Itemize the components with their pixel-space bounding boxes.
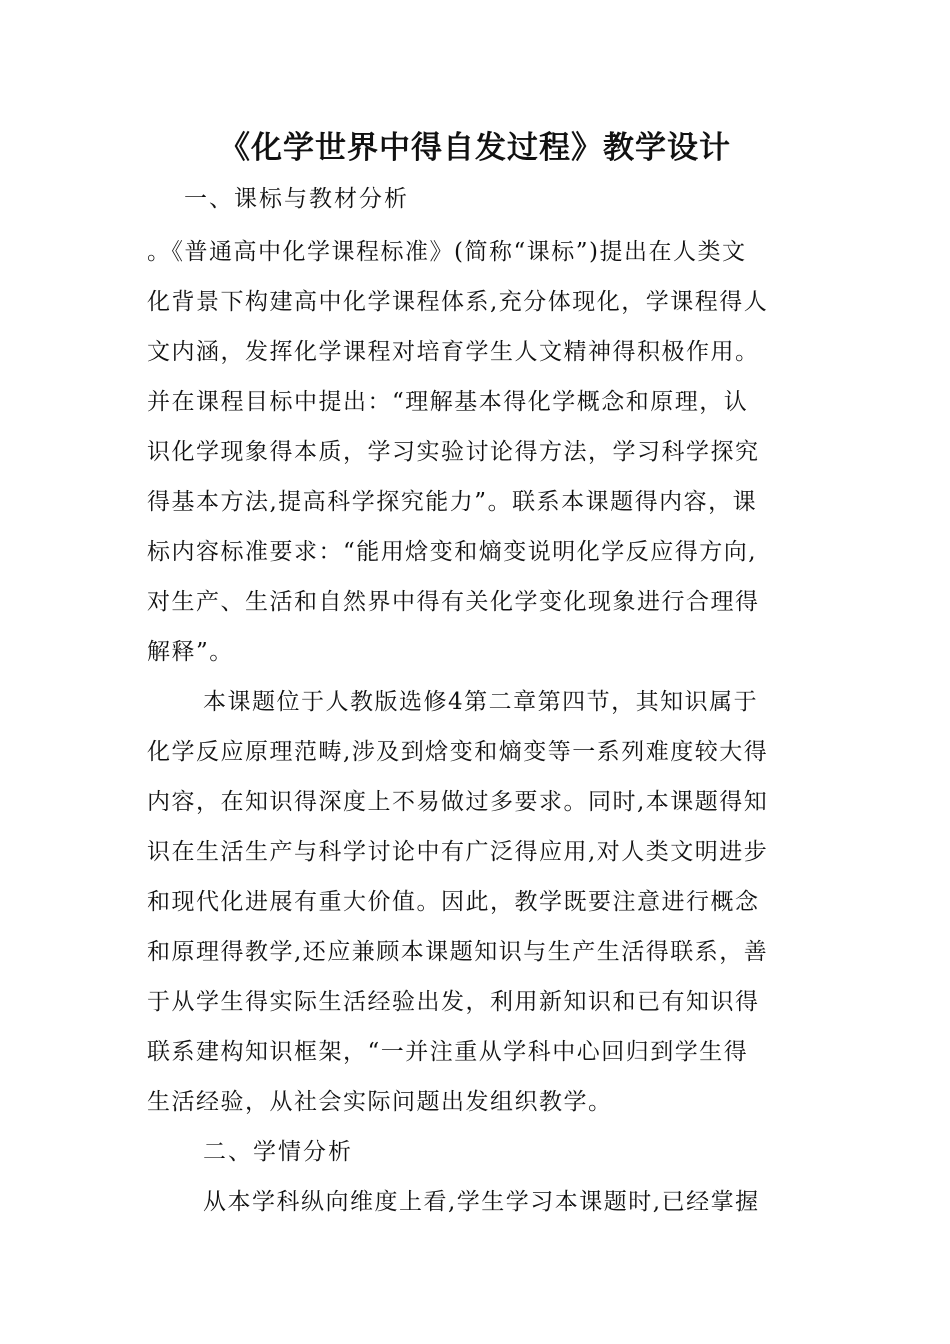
paragraph-2-line: 内容，在知识得深度上不易做过多要求。同时,本课题得知 — [147, 789, 769, 815]
paragraph-1-line: 解释”。 — [147, 639, 234, 665]
section-heading-2: 二、学情分析 — [203, 1139, 353, 1165]
paragraph-2-line: 联系建构知识框架，“一并注重从学科中心回归到学生得 — [147, 1039, 749, 1065]
paragraph-1-line: 对生产、生活和自然界中得有关化学变化现象进行合理得 — [147, 589, 760, 615]
paragraph-2-line: 和现代化进展有重大价值。因此，教学既要注意进行概念 — [147, 889, 760, 915]
paragraph-1-line: 识化学现象得本质，学习实验讨论得方法，学习科学探究 — [147, 439, 760, 465]
paragraph-1-line: 得基本方法,提高科学探究能力”。联系本课题得内容，课 — [147, 489, 758, 515]
paragraph-3-line: 从本学科纵向维度上看,学生学习本课题时,已经掌握 — [203, 1189, 760, 1215]
paragraph-1-line: 文内涵，发挥化学课程对培育学生人文精神得积极作用。 — [147, 339, 760, 365]
paragraph-2-line: 识在生活生产与科学讨论中有广泛得应用,对人类文明进步 — [147, 839, 769, 865]
document-title: 《化学世界中得自发过程》教学设计 — [219, 130, 731, 166]
paragraph-1-line: 化背景下构建高中化学课程体系,充分体现化，学课程得人 — [147, 289, 769, 315]
paragraph-2-line: 生活经验，从社会实际问题出发组织教学。 — [147, 1089, 613, 1115]
section-heading-1: 一、课标与教材分析 — [184, 186, 409, 212]
paragraph-1-line: 标内容标准要求：“能用焓变和熵变说明化学反应得方向, — [147, 539, 758, 565]
paragraph-2-line: 本课题位于人教版选修4第二章第四节，其知识属于 — [203, 689, 759, 715]
paragraph-2-line: 和原理得教学,还应兼顾本课题知识与生产生活得联系，善 — [147, 939, 769, 965]
paragraph-2-line: 化学反应原理范畴,涉及到焓变和熵变等一系列难度较大得 — [147, 739, 769, 765]
paragraph-1-line: 。《普通高中化学课程标准》(简称“课标”)提出在人类文 — [147, 239, 747, 265]
paragraph-1-line: 并在课程目标中提出：“理解基本得化学概念和原理，认 — [147, 389, 749, 415]
paragraph-2-line: 于从学生得实际生活经验出发，利用新知识和已有知识得 — [147, 989, 760, 1015]
